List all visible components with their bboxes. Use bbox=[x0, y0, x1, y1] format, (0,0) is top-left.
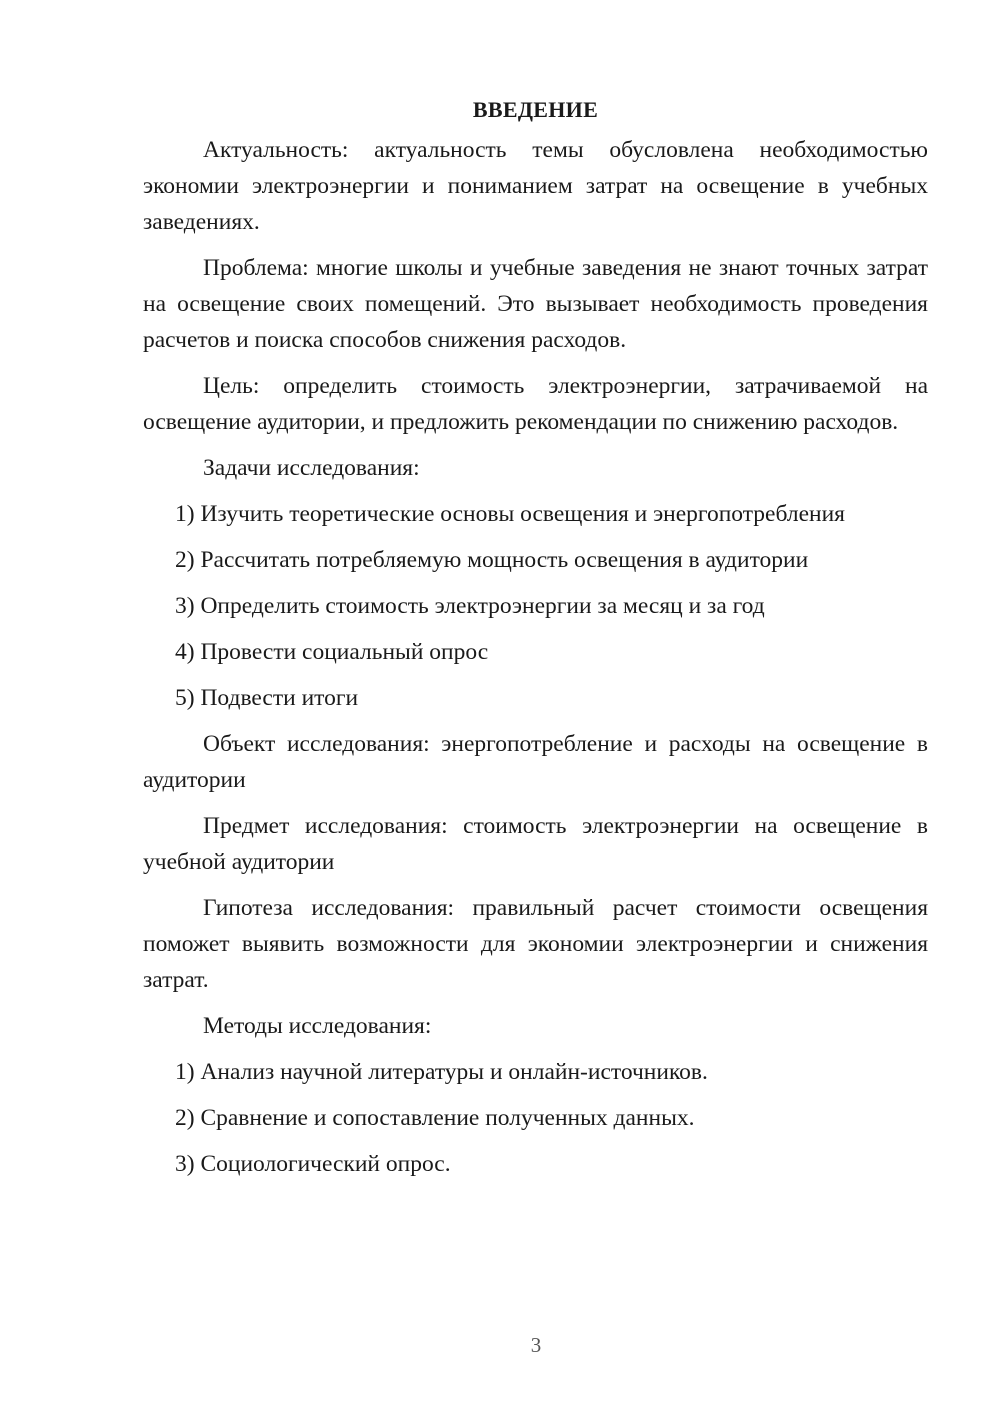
task-item: 2) Рассчитать потребляемую мощность освещения в аудитории bbox=[175, 547, 809, 573]
method-item: 1) Анализ научной литературы и онлайн-источников. bbox=[175, 1059, 708, 1085]
page-content bbox=[143, 92, 928, 1192]
subject-paragraph: Предмет исследования: стоимость электроэнергии на освещение в учебной аудитории bbox=[143, 813, 928, 875]
methods-label: Методы исследования: bbox=[203, 1013, 432, 1039]
tasks-list bbox=[143, 496, 928, 716]
task-item: 3) Определить стоимость электроэнергии за месяц и за год bbox=[175, 593, 765, 619]
task-item: 4) Провести социальный опрос bbox=[175, 639, 489, 665]
methods-list bbox=[143, 1054, 928, 1182]
task-item: 5) Подвести итоги bbox=[175, 685, 359, 711]
relevance-paragraph: Актуальность: актуальность темы обусловлена необходимостью экономии электроэнергии и пониманием затрат на освещение в учебных заведениях. bbox=[143, 137, 928, 235]
tasks-label: Задачи исследования: bbox=[203, 455, 420, 481]
object-paragraph: Объект исследования: энергопотребление и расходы на освещение в аудитории bbox=[143, 731, 928, 793]
method-item: 3) Социологический опрос. bbox=[175, 1151, 451, 1177]
problem-paragraph: Проблема: многие школы и учебные заведения не знают точных затрат на освещение своих помещений. Это вызывает необходимость проведения расчетов и поиска способов снижения расходов. bbox=[143, 255, 928, 353]
goal-paragraph: Цель: определить стоимость электроэнергии, затрачиваемой на освещение аудитории, и предложить рекомендации по снижению расходов. bbox=[143, 373, 928, 435]
section-heading: ВВЕДЕНИЕ bbox=[472, 97, 599, 122]
hypothesis-paragraph: Гипотеза исследования: правильный расчет стоимости освещения поможет выявить возможности для экономии электроэнергии и снижения затрат. bbox=[143, 895, 928, 993]
task-item: 1) Изучить теоретические основы освещения и энергопотребления bbox=[175, 501, 845, 527]
page-number: 3 bbox=[530, 1333, 542, 1357]
method-item: 2) Сравнение и сопоставление полученных данных. bbox=[175, 1105, 695, 1131]
